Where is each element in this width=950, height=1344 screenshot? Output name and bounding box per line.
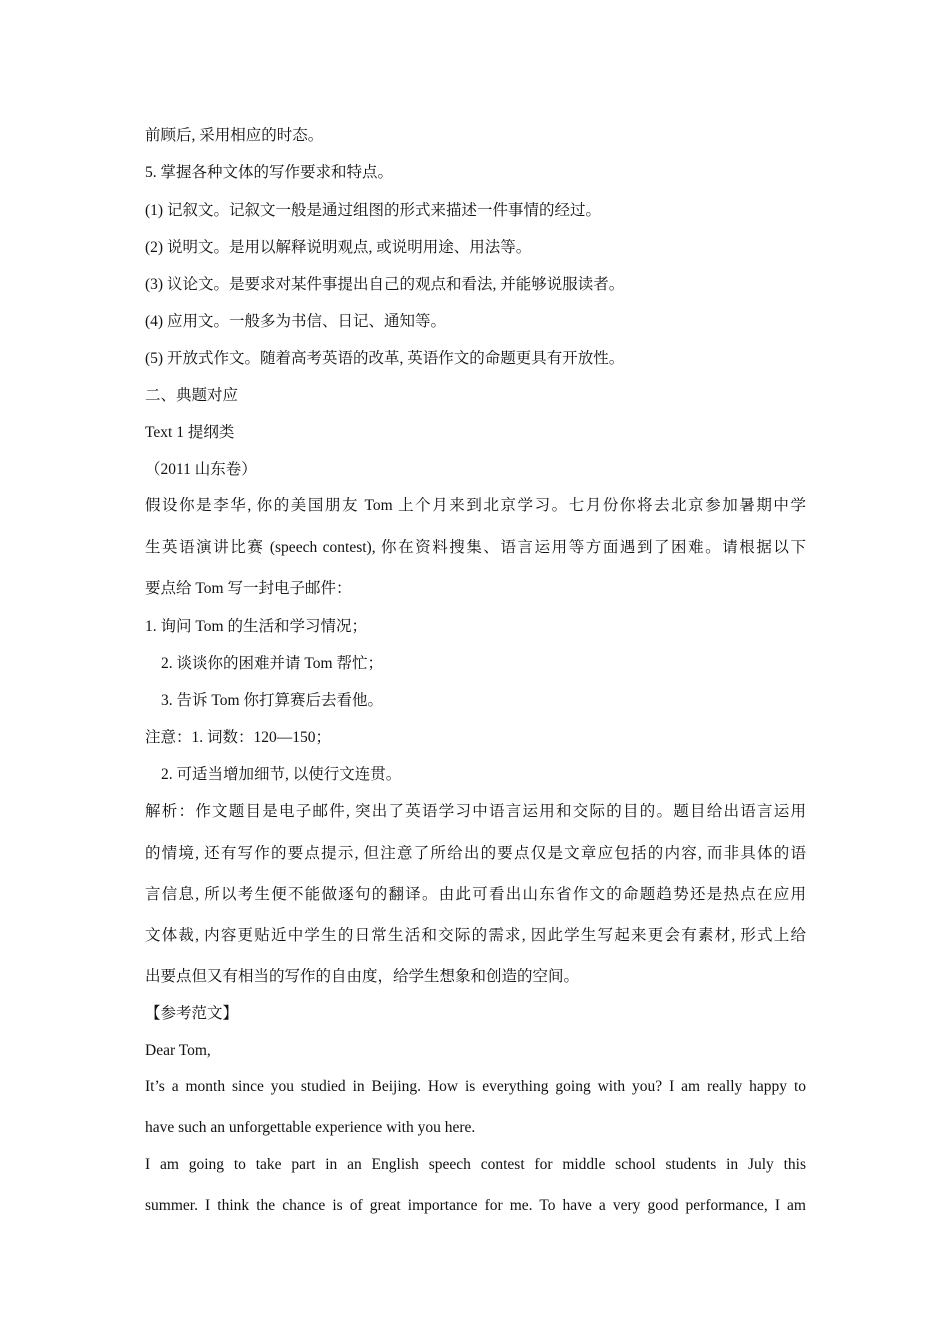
letter-line: summer. I think the chance is of great importance for me. To have a very good performance, I am <box>145 1197 806 1214</box>
analysis-line: 言信息, 所以考生便不能做逐句的翻译。由此可看出山东省作文的命题趋势还是热点在应用 <box>145 886 806 903</box>
analysis-line: 解析：作文题目是电子邮件, 突出了英语学习中语言运用和交际的目的。题目给出语言运用 <box>145 803 806 820</box>
analysis-line: 的情境, 还有写作的要点提示, 但注意了所给出的要点仅是文章应包括的内容, 而非具体的语 <box>145 845 806 862</box>
letter-line: have such an unforgettable experience with you here. <box>145 1119 476 1136</box>
text-line: 前顾后, 采用相应的时态。 <box>145 127 324 144</box>
note-item: 注意：1. 词数：120—150； <box>145 729 332 746</box>
requirement-item: 1. 询问 Tom 的生活和学习情况； <box>145 618 367 635</box>
subsection-heading: Text 1 提纲类 <box>145 424 235 441</box>
list-item: (5) 开放式作文。随着高考英语的改革, 英语作文的命题更具有开放性。 <box>145 350 625 367</box>
requirement-item: 2. 谈谈你的困难并请 Tom 帮忙； <box>161 655 383 672</box>
source-label: （2011 山东卷） <box>145 461 257 478</box>
section-heading: 二、典题对应 <box>145 387 239 404</box>
note-item: 2. 可适当增加细节, 以使行文连贯。 <box>161 766 402 783</box>
letter-salutation: Dear Tom, <box>145 1042 211 1059</box>
analysis-line: 文体裁, 内容更贴近中学生的日常生活和交际的需求, 因此学生写起来更会有素材, 形式上给 <box>145 927 806 944</box>
letter-line: I am going to take part in an English speech contest for middle school students in July this <box>145 1156 806 1173</box>
requirement-item: 3. 告诉 Tom 你打算赛后去看他。 <box>161 692 383 709</box>
prompt-line: 要点给 Tom 写一封电子邮件： <box>145 580 352 597</box>
prompt-line: 生英语演讲比赛 (speech contest), 你在资料搜集、语言运用等方面遇到了困难。请根据以下 <box>145 539 806 556</box>
sample-heading: 【参考范文】 <box>145 1005 239 1022</box>
letter-line: It’s a month since you studied in Beijing. How is everything going with you? I am really happy to <box>145 1078 806 1095</box>
prompt-line: 假设你是李华, 你的美国朋友 Tom 上个月来到北京学习。七月份你将去北京参加暑期中学 <box>145 497 806 514</box>
list-item: (3) 议论文。是要求对某件事提出自己的观点和看法, 并能够说服读者。 <box>145 276 625 293</box>
list-item: (2) 说明文。是用以解释说明观点, 或说明用途、用法等。 <box>145 239 532 256</box>
list-item: (4) 应用文。一般多为书信、日记、通知等。 <box>145 313 446 330</box>
section-heading: 5. 掌握各种文体的写作要求和特点。 <box>145 164 394 181</box>
list-item: (1) 记叙文。记叙文一般是通过组图的形式来描述一件事情的经过。 <box>145 202 601 219</box>
analysis-line: 出要点但又有相当的写作的自由度，给学生想象和创造的空间。 <box>145 968 580 985</box>
